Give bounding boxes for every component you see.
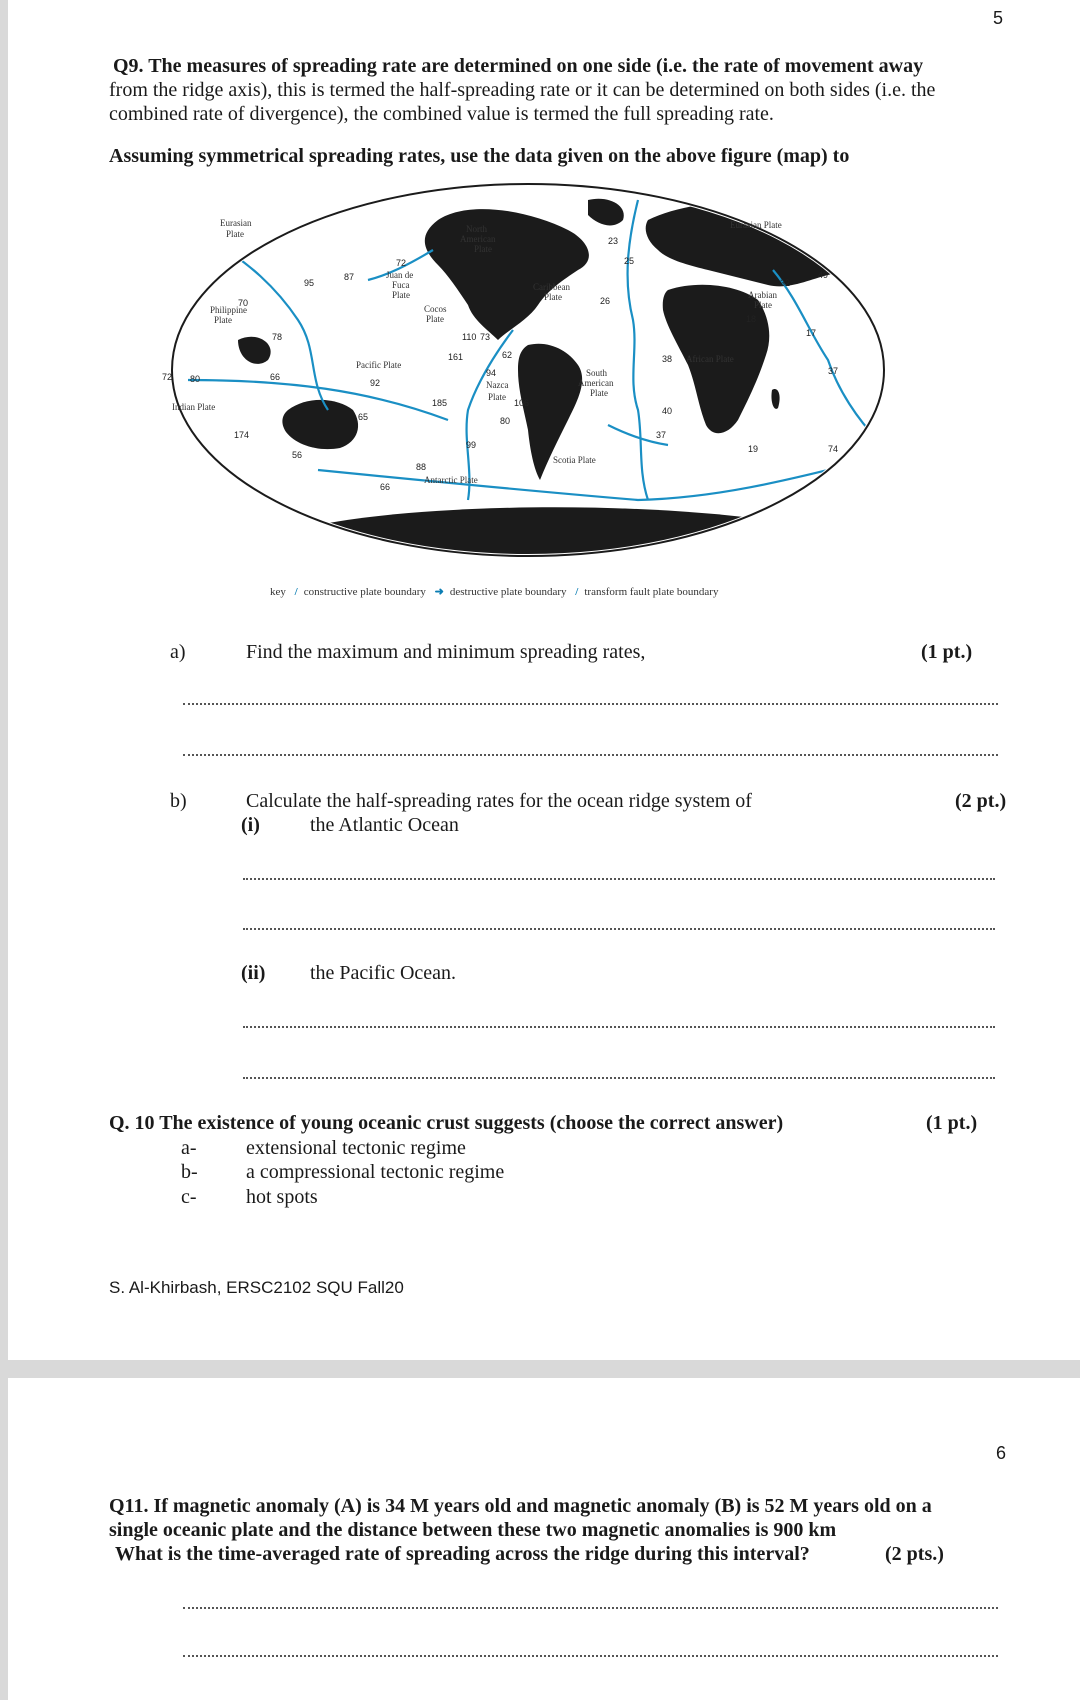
rate-92: 92 bbox=[370, 378, 381, 388]
part-a-text: Find the maximum and minimum spreading rates, bbox=[246, 641, 646, 663]
q10-option-b-label: b- bbox=[181, 1161, 198, 1183]
label-eurasian-w2: Plate bbox=[226, 229, 244, 239]
rate-19: 19 bbox=[748, 444, 759, 454]
part-b-points: (2 pt.) bbox=[955, 790, 1007, 812]
q11-points: (2 pts.) bbox=[885, 1543, 944, 1565]
label-juan-de-fuca2: Fuca bbox=[392, 280, 410, 290]
label-cocos2: Plate bbox=[426, 314, 444, 324]
label-juan-de-fuca: Juan de bbox=[386, 270, 414, 280]
label-philippine2: Plate bbox=[214, 315, 232, 325]
rate-26: 26 bbox=[600, 296, 611, 306]
rate-161: 161 bbox=[448, 352, 464, 362]
page-footer: S. Al-Khirbash, ERSC2102 SQU Fall20 bbox=[109, 1278, 404, 1297]
answer-line-bii1[interactable] bbox=[243, 1026, 995, 1028]
answer-line-q11-1[interactable] bbox=[183, 1607, 998, 1609]
part-b-ii-text: the Pacific Ocean. bbox=[310, 962, 457, 984]
answer-line-bii2[interactable] bbox=[243, 1077, 995, 1079]
rate-78: 78 bbox=[272, 332, 283, 342]
key-transform: transform fault plate boundary bbox=[584, 586, 719, 598]
rate-37b: 37 bbox=[656, 430, 667, 440]
label-eurasian-w: Eurasian bbox=[220, 218, 252, 228]
q10-points: (1 pt.) bbox=[926, 1112, 978, 1134]
rate-110: 110 bbox=[462, 332, 477, 342]
rate-66a: 66 bbox=[270, 372, 281, 382]
q11-line2: single oceanic plate and the distance between these two magnetic anomalies is 900 km bbox=[109, 1519, 837, 1541]
rate-23: 23 bbox=[608, 236, 619, 246]
label-caribbean2: Plate bbox=[544, 292, 562, 302]
label-north-american2: American bbox=[460, 234, 496, 244]
label-south-american: South bbox=[586, 368, 608, 378]
part-b-i-label: (i) bbox=[241, 814, 260, 836]
label-nazca: Nazca bbox=[486, 380, 509, 390]
q9-title-line2: from the ridge axis), this is termed the half-spreading rate or it can be determined on both sides (i.e. the bbox=[109, 79, 936, 101]
page-number: 6 bbox=[996, 1443, 1007, 1463]
rate-185: 185 bbox=[432, 398, 448, 408]
q10-option-c-label: c- bbox=[181, 1186, 197, 1208]
label-scotia: Scotia Plate bbox=[553, 455, 596, 465]
label-cocos: Cocos bbox=[424, 304, 447, 314]
q10-option-c-text[interactable]: hot spots bbox=[246, 1186, 318, 1208]
part-a-label: a) bbox=[170, 641, 186, 663]
label-philippine: Philippine bbox=[210, 305, 248, 315]
rate-25: 25 bbox=[624, 256, 635, 266]
rate-40: 40 bbox=[662, 406, 673, 416]
q10-option-a-label: a- bbox=[181, 1137, 197, 1159]
q11-line3: What is the time-averaged rate of spreading across the ridge during this interval? bbox=[115, 1543, 810, 1565]
answer-line-q11-2[interactable] bbox=[183, 1655, 998, 1657]
label-nazca2: Plate bbox=[488, 392, 506, 402]
constructive-boundary-icon: / bbox=[294, 586, 298, 598]
rate-49: 49 bbox=[818, 270, 829, 280]
plate-boundary-map bbox=[162, 180, 888, 560]
rate-80b: 80 bbox=[500, 416, 511, 426]
rate-106: 106 bbox=[514, 398, 530, 408]
rate-65: 65 bbox=[358, 412, 369, 422]
answer-line-bi2[interactable] bbox=[243, 928, 995, 930]
q10-option-a-text[interactable]: extensional tectonic regime bbox=[246, 1137, 466, 1159]
rate-74: 74 bbox=[828, 444, 839, 454]
rate-56: 56 bbox=[292, 450, 303, 460]
label-south-american2: American bbox=[578, 378, 614, 388]
q9-title-line3: combined rate of divergence), the combined value is termed the full spreading rate. bbox=[109, 103, 774, 125]
page-6 bbox=[8, 1378, 1080, 1700]
label-eurasian-e: Eurasian Plate bbox=[730, 220, 782, 230]
rate-99: 99 bbox=[466, 440, 477, 450]
rate-38: 38 bbox=[662, 354, 673, 364]
rate-94: 94 bbox=[486, 368, 497, 378]
label-juan-de-fuca3: Plate bbox=[392, 290, 410, 300]
answer-line-a2[interactable] bbox=[183, 754, 998, 756]
q9-instruction: Assuming symmetrical spreading rates, use the data given on the above figure (map) to bbox=[109, 145, 850, 167]
rate-73: 73 bbox=[480, 332, 491, 342]
transform-boundary-icon: / bbox=[575, 586, 579, 598]
label-pacific: Pacific Plate bbox=[356, 360, 402, 370]
label-african: African Plate bbox=[686, 354, 734, 364]
label-arabian: Arabian bbox=[748, 290, 777, 300]
label-north-american3: Plate bbox=[474, 244, 492, 254]
page-5 bbox=[8, 0, 1080, 1360]
q10-title: Q. 10 The existence of young oceanic crust suggests (choose the correct answer) bbox=[109, 1112, 784, 1134]
part-a-points: (1 pt.) bbox=[921, 641, 973, 663]
rate-32: 32 bbox=[780, 278, 791, 288]
part-b-ii-label: (ii) bbox=[241, 962, 266, 984]
label-indian: Indian Plate bbox=[172, 402, 216, 412]
rate-95: 95 bbox=[304, 278, 315, 288]
key-destructive: destructive plate boundary bbox=[449, 586, 567, 598]
rate-88: 88 bbox=[416, 462, 427, 472]
rate-174: 174 bbox=[234, 430, 250, 440]
rate-72b: 72 bbox=[162, 372, 173, 382]
rate-17: 17 bbox=[806, 328, 817, 338]
rate-18: 18 bbox=[746, 314, 757, 324]
key-constructive: constructive plate boundary bbox=[303, 586, 426, 598]
key-label: key bbox=[270, 586, 286, 598]
part-b-text: Calculate the half-spreading rates for the ocean ridge system of bbox=[246, 790, 752, 812]
label-caribbean: Caribbean bbox=[533, 282, 570, 292]
rate-62: 62 bbox=[502, 350, 513, 360]
part-b-label: b) bbox=[170, 790, 187, 812]
label-antarctic: Antarctic Plate bbox=[424, 475, 478, 485]
rate-87: 87 bbox=[344, 272, 355, 282]
answer-line-a1[interactable] bbox=[183, 703, 998, 705]
label-arabian2: Plate bbox=[754, 300, 772, 310]
map-key bbox=[270, 585, 724, 598]
label-north-american: North bbox=[466, 224, 487, 234]
rate-66b: 66 bbox=[380, 482, 391, 492]
rate-37a: 37 bbox=[828, 366, 839, 376]
q9-title-line1: Q9. The measures of spreading rate are determined on one side (i.e. the rate of movement away bbox=[113, 55, 924, 77]
q11-line1: Q11. If magnetic anomaly (A) is 34 M years old and magnetic anomaly (B) is 52 M years old on a bbox=[109, 1495, 932, 1517]
label-south-american3: Plate bbox=[590, 388, 608, 398]
rate-72a: 72 bbox=[396, 258, 407, 268]
page-number: 5 bbox=[993, 8, 1004, 28]
world-map-figure bbox=[162, 180, 888, 560]
answer-line-bi1[interactable] bbox=[243, 878, 995, 880]
part-b-i-text: the Atlantic Ocean bbox=[310, 814, 459, 836]
rate-80a: 80 bbox=[190, 374, 201, 384]
rate-70: 70 bbox=[238, 298, 249, 308]
q10-option-b-text[interactable]: a compressional tectonic regime bbox=[246, 1161, 505, 1183]
destructive-boundary-icon: ➜ bbox=[434, 586, 444, 598]
